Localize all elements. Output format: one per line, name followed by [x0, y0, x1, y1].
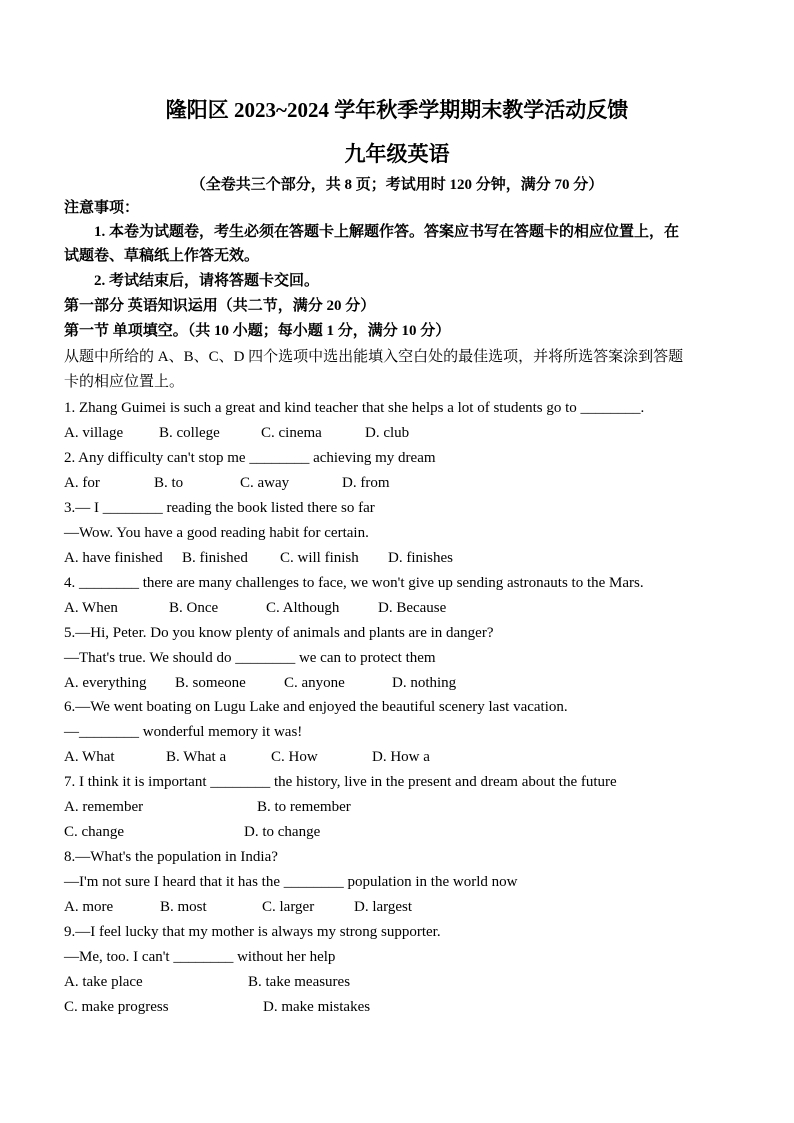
question-8-stem: 8.—What's the population in India?	[64, 849, 278, 865]
question-5-stem: 5.—Hi, Peter. Do you know plenty of animals and plants are in danger?	[64, 625, 494, 641]
option-b: B. to remember	[257, 799, 351, 815]
exam-subject: 九年级英语	[344, 142, 450, 166]
notice-item-1-cont: 试题卷、草稿纸上作答无效。	[64, 248, 260, 264]
section1-heading: 第一节 单项填空。（共 10 小题；每小题 1 分，满分 10 分）	[64, 323, 451, 339]
option-d: D. Because	[378, 600, 447, 616]
question-9-reply: —Me, too. I can't ________ without her help	[64, 949, 336, 965]
option-c: C. away	[240, 475, 290, 491]
option-a: A. for	[64, 475, 100, 491]
option-d: D. nothing	[392, 675, 457, 691]
option-a: A. take place	[64, 974, 143, 990]
option-d: D. How a	[372, 749, 430, 765]
option-b: B. to	[154, 475, 184, 491]
question-2-options	[64, 473, 390, 493]
option-b: B. take measures	[248, 974, 351, 990]
option-d: D. make mistakes	[263, 999, 371, 1015]
option-a: A. everything	[64, 675, 147, 691]
option-c: C. Although	[266, 600, 340, 616]
option-c: C. How	[271, 749, 318, 765]
option-d: D. to change	[244, 824, 321, 840]
question-1-options	[64, 423, 409, 443]
option-d: D. finishes	[388, 550, 453, 566]
option-a: A. have finished	[64, 550, 163, 566]
question-8-options	[64, 897, 412, 917]
option-a: A. village	[64, 425, 124, 441]
option-b: B. Once	[169, 600, 219, 616]
question-7-options-2	[64, 822, 320, 842]
option-a: A. more	[64, 899, 114, 915]
option-b: B. What a	[166, 749, 227, 765]
option-a: A. What	[64, 749, 115, 765]
option-d: D. from	[342, 475, 390, 491]
option-c: C. will finish	[280, 550, 359, 566]
question-4-options	[64, 598, 446, 618]
question-2-stem: 2. Any difficulty can't stop me ________ achieving my dream	[64, 450, 436, 466]
option-c: C. make progress	[64, 999, 169, 1015]
option-b: B. college	[159, 425, 220, 441]
question-4-stem: 4. ________ there are many challenges to face, we won't give up sending astronauts to the Mars.	[64, 575, 644, 591]
option-c: C. larger	[262, 899, 315, 915]
option-c: C. change	[64, 824, 124, 840]
question-5-options	[64, 673, 456, 693]
question-9-stem: 9.—I feel lucky that my mother is always my strong supporter.	[64, 924, 441, 940]
exam-title: 隆阳区 2023~2024 学年秋季学期期末教学活动反馈	[165, 98, 629, 122]
question-6-options	[64, 747, 430, 767]
instructions: 从题中所给的 A、B、C、D 四个选项中选出能填入空白处的最佳选项，并将所选答案涂到答题	[64, 349, 684, 365]
notice-item-1: 1. 本卷为试题卷，考生必须在答题卡上解题作答。答案应书写在答题卡的相应位置上，在	[94, 224, 680, 240]
option-c: C. anyone	[284, 675, 345, 691]
question-5-reply: —That's true. We should do ________ we can to protect them	[64, 650, 436, 666]
option-c: C. cinema	[261, 425, 322, 441]
option-b: B. someone	[175, 675, 246, 691]
question-8-reply: —I'm not sure I heard that it has the ________ population in the world now	[64, 874, 518, 890]
notice-item-2: 2. 考试结束后，请将答题卡交回。	[94, 273, 320, 289]
option-b: B. finished	[182, 550, 248, 566]
question-9-options-2	[64, 997, 370, 1017]
question-7-stem: 7. I think it is important ________ the history, live in the present and dream about the future	[64, 774, 617, 790]
question-1-stem: 1. Zhang Guimei is such a great and kind teacher that she helps a lot of students go to ________.	[64, 400, 645, 416]
instructions-cont: 卡的相应位置上。	[64, 374, 185, 390]
option-d: D. largest	[354, 899, 413, 915]
option-a: A. remember	[64, 799, 144, 815]
option-d: D. club	[365, 425, 410, 441]
notice-heading: 注意事项：	[64, 200, 140, 216]
question-6-stem: 6.—We went boating on Lugu Lake and enjoyed the beautiful scenery last vacation.	[64, 699, 568, 715]
question-3-stem: 3.— I ________ reading the book listed there so far	[64, 500, 375, 516]
question-6-reply: —________ wonderful memory it was!	[64, 724, 303, 740]
option-a: A. When	[64, 600, 118, 616]
option-b: B. most	[160, 899, 207, 915]
question-7-options-1	[64, 797, 351, 817]
question-3-options	[64, 548, 453, 568]
exam-info: （全卷共三个部分，共 8 页；考试用时 120 分钟，满分 70 分）	[190, 177, 604, 193]
question-3-reply: —Wow. You have a good reading habit for certain.	[64, 525, 369, 541]
question-9-options-1	[64, 972, 350, 992]
part1-heading: 第一部分 英语知识运用（共二节，满分 20 分）	[64, 298, 376, 314]
